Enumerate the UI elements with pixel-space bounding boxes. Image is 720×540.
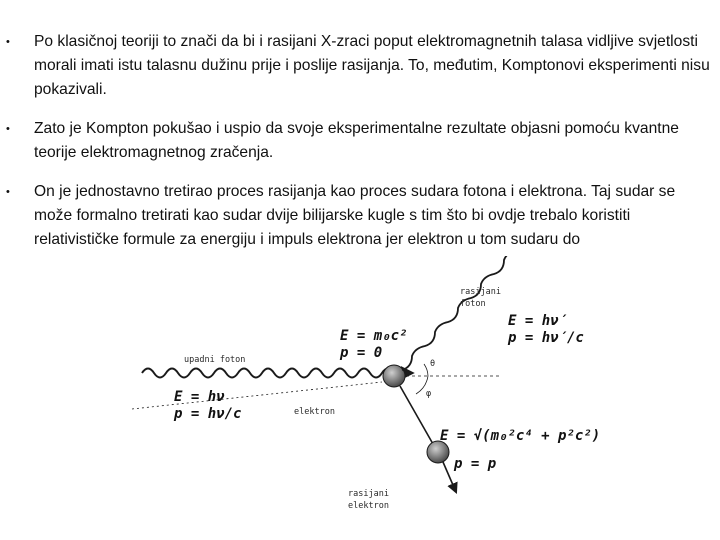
- bullet-text: On je jednostavno tretirao proces rasijanja kao proces sudara fotona i elektrona. Taj sudar se može formalno tretirati kao sudar dvije bilijarske kugle s tim što bi ovdje trebalo koristiti relativističke formule za energiju i impuls elektrona jer elektron u tom sudaru do: [34, 183, 676, 248]
- scattered-photon-energy: E = hν′: [508, 313, 568, 329]
- bullet-marker: •: [6, 36, 10, 48]
- incident-photon-wave: [142, 369, 412, 378]
- incident-photon-label: upadni foton: [184, 355, 246, 365]
- electron-at-rest: [383, 365, 405, 387]
- scattered-electron-energy: E = √(m₀²c⁴ + p²c²): [440, 428, 601, 444]
- theta-symbol: θ: [430, 359, 436, 369]
- bullet-text: Po klasičnoj teoriji to znači da bi i rasijani X-zraci poput elektromagnetnih talasa vidljive svjetlosti morali imati istu talasnu dužinu prije i poslije rasijanja. To, međutim, Komptonovi eksperimenti nisu pokazivali.: [34, 33, 710, 98]
- bullet-marker: •: [6, 186, 10, 198]
- electron-track: [132, 382, 382, 409]
- bullet-item: [0, 30, 720, 102]
- bullet-text: Zato je Kompton pokušao i uspio da svoje eksperimentalne rezultate objasni pomoću kvantne teorije elektromagnetnog zračenja.: [34, 120, 679, 161]
- incident-momentum: p = hν/c: [174, 406, 242, 422]
- electron-label: elektron: [294, 407, 335, 417]
- scattered-electron-label-1: rasijani: [348, 489, 389, 499]
- incident-energy: E = hν: [174, 389, 225, 405]
- theta-arc: [424, 364, 428, 376]
- scattered-electron: [427, 441, 449, 463]
- scattered-photon-label-1: rasijani: [460, 287, 501, 297]
- scattered-photon-momentum: p = hν′/c: [508, 330, 584, 346]
- electron-rest-energy: E = m₀c²: [340, 328, 408, 344]
- scattered-electron-label-2: elektron: [348, 501, 389, 511]
- bullet-item: [0, 180, 720, 252]
- compton-scattering-diagram: [112, 256, 718, 540]
- scattered-electron-momentum: p = p: [454, 456, 497, 472]
- electron-rest-momentum: p = 0: [340, 345, 383, 361]
- scattered-photon-label-2: foton: [460, 299, 486, 309]
- bullet-list: [0, 30, 720, 267]
- bullet-marker: •: [6, 123, 10, 135]
- phi-symbol: φ: [426, 389, 432, 399]
- bullet-item: [0, 117, 720, 165]
